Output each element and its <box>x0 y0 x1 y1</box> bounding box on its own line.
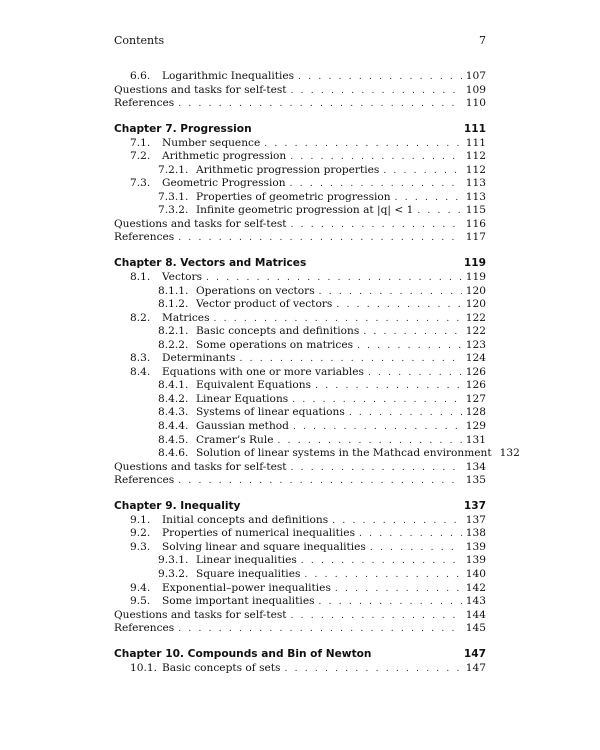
toc-entry-number: 7.1. <box>130 136 151 149</box>
toc-entry-title: Logarithmic Inequalities <box>162 70 295 82</box>
chapter-page-number: 137 <box>463 499 486 512</box>
toc-entry[interactable] <box>114 554 486 568</box>
dot-leader <box>357 340 462 354</box>
dot-leader <box>291 219 462 233</box>
toc-entry-number: 8.4. <box>130 365 151 378</box>
toc-entry-page-number: 139 <box>465 554 486 567</box>
toc-entry-page-number: 138 <box>465 527 486 540</box>
toc-entry-number: 8.4.3. <box>158 406 189 419</box>
dot-leader <box>291 462 462 476</box>
toc-entry-title: Exponential–power inequalities <box>162 581 331 594</box>
toc-entry[interactable] <box>114 379 486 393</box>
toc-entry-page-number: 144 <box>465 608 486 621</box>
chapter-heading[interactable] <box>114 647 486 662</box>
toc-entry-title: Vectors <box>162 271 203 284</box>
toc-entry[interactable] <box>114 70 486 84</box>
toc-entry[interactable] <box>114 97 486 111</box>
toc-entry-number: 9.5. <box>130 595 151 608</box>
chapter-page-number: 111 <box>463 122 486 135</box>
toc-entry[interactable] <box>114 285 486 299</box>
toc-entry-number: 10.1. <box>130 661 157 674</box>
toc-entry-page-number: 145 <box>465 622 486 635</box>
toc-entry[interactable] <box>114 461 486 475</box>
toc-entry[interactable] <box>114 420 486 434</box>
toc-entry-title: Questions and tasks for self-test <box>114 460 287 473</box>
toc-entry-title: Equivalent Equations <box>196 379 312 392</box>
dot-leader <box>349 407 462 421</box>
dot-leader <box>293 421 462 435</box>
toc-entry[interactable] <box>114 325 486 339</box>
toc-entry-page-number: 110 <box>465 97 486 110</box>
toc-entry-title: Some important inequalities <box>162 595 315 608</box>
toc-entry[interactable] <box>114 150 486 164</box>
toc-entry[interactable] <box>114 177 486 191</box>
toc-entry-page-number: 122 <box>465 325 486 338</box>
toc-entry-title: Properties of numerical inequalities <box>162 527 356 540</box>
toc-entry-number: 8.1.2. <box>158 298 189 311</box>
toc-entry-page-number: 131 <box>465 433 486 446</box>
toc-entry-number: 8.2.1. <box>158 325 189 338</box>
toc-entry-title: Basic concepts of sets <box>162 661 281 674</box>
toc-entry-number: 9.4. <box>130 581 151 594</box>
dot-leader <box>319 596 462 610</box>
chapter-page-number: 147 <box>463 647 486 660</box>
toc-entry[interactable] <box>114 622 486 636</box>
toc-entry[interactable] <box>114 662 486 676</box>
toc-entry-page-number: 123 <box>465 338 486 351</box>
toc-entry-page-number: 109 <box>465 83 486 96</box>
toc-entry-page-number: 143 <box>465 595 486 608</box>
dot-leader <box>315 380 462 394</box>
toc-entry-page-number: 122 <box>465 311 486 324</box>
dot-leader <box>363 326 461 340</box>
toc-entry-number: 9.1. <box>130 513 151 526</box>
toc-entry[interactable] <box>114 393 486 407</box>
toc-entry-number: 9.3.2. <box>158 567 189 580</box>
dot-leader <box>319 286 462 300</box>
toc-entry-number: 8.4.5. <box>158 433 189 446</box>
toc-entry-page-number: 112 <box>465 163 486 176</box>
toc-entry-page-number: 119 <box>465 271 486 284</box>
table-of-contents <box>114 70 520 675</box>
toc-entry[interactable] <box>114 312 486 326</box>
toc-entry[interactable] <box>114 582 486 596</box>
running-head <box>114 34 486 48</box>
toc-entry[interactable] <box>114 298 486 312</box>
toc-entry-title: Equations with one or more variables <box>162 365 364 378</box>
dot-leader <box>298 71 462 85</box>
toc-entry[interactable] <box>114 447 520 461</box>
toc-entry-title: Vector product of vectors <box>196 298 333 311</box>
toc-entry-page-number: 132 <box>499 447 520 460</box>
toc-entry[interactable] <box>114 434 486 448</box>
dot-leader <box>264 138 462 152</box>
toc-entry-page-number: 117 <box>465 231 486 244</box>
toc-entry-title: Linear inequalities <box>196 554 297 567</box>
toc-entry-title: Some operations on matrices <box>196 338 354 351</box>
dot-leader <box>292 394 462 408</box>
dot-leader <box>368 367 462 381</box>
toc-entry-number: 8.4.1. <box>158 379 189 392</box>
toc-entry-number: 9.3. <box>130 540 151 553</box>
toc-entry-number: 6.6. <box>130 70 151 82</box>
dot-leader <box>291 85 462 99</box>
toc-entry-number: 8.4.2. <box>158 392 189 405</box>
toc-entry-page-number: 113 <box>465 190 486 203</box>
toc-entry[interactable] <box>114 352 486 366</box>
toc-entry[interactable] <box>114 366 486 380</box>
toc-entry-title: Arithmetic progression <box>162 150 287 163</box>
toc-entry-page-number: 129 <box>465 420 486 433</box>
chapter-title: Chapter 9. Inequality <box>114 499 241 512</box>
toc-entry[interactable] <box>114 568 486 582</box>
toc-entry-number: 8.4.4. <box>158 420 189 433</box>
toc-entry[interactable] <box>114 609 486 623</box>
toc-entry-title: Determinants <box>162 352 236 365</box>
toc-entry[interactable] <box>114 595 486 609</box>
toc-entry-page-number: 126 <box>465 379 486 392</box>
dot-leader <box>284 663 461 677</box>
toc-entry-title: References <box>114 474 175 487</box>
toc-entry[interactable] <box>114 271 486 285</box>
toc-entry-page-number: 120 <box>465 284 486 297</box>
toc-entry-number: 8.1.1. <box>158 284 189 297</box>
chapter-title: Chapter 10. Compounds and Bin of Newton <box>114 647 372 660</box>
toc-entry[interactable] <box>114 339 486 353</box>
toc-entry-title: Linear Equations <box>196 392 289 405</box>
toc-entry-number: 8.3. <box>130 352 151 365</box>
chapter-heading[interactable] <box>114 122 486 137</box>
running-head-title: Contents <box>114 34 165 47</box>
dot-leader <box>290 178 462 192</box>
toc-entry-title: Gaussian method <box>196 420 289 433</box>
toc-entry-page-number: 134 <box>465 460 486 473</box>
dot-leader <box>304 569 461 583</box>
toc-entry-title: Basic concepts and definitions <box>196 325 360 338</box>
toc-entry-number: 7.3. <box>130 177 151 190</box>
toc-entry[interactable] <box>114 527 486 541</box>
toc-entry-title: Infinite geometric progression at |q| < 1 <box>196 204 414 217</box>
chapter-title: Chapter 7. Progression <box>114 122 252 135</box>
toc-entry[interactable] <box>114 137 486 151</box>
toc-entry-title: Initial concepts and definitions <box>162 513 329 526</box>
toc-entry-number: 7.3.2. <box>158 204 189 217</box>
toc-entry[interactable] <box>114 191 486 205</box>
toc-entry-title: References <box>114 231 175 244</box>
toc-entry-page-number: 135 <box>465 474 486 487</box>
dot-leader <box>332 515 462 529</box>
toc-entry-page-number: 115 <box>465 204 486 217</box>
toc-entry-page-number: 116 <box>465 217 486 230</box>
chapter-spacer <box>114 245 486 256</box>
toc-entry-title: Geometric Progression <box>162 177 286 190</box>
toc-entry-title: Questions and tasks for self-test <box>114 608 287 621</box>
dot-leader <box>395 192 462 206</box>
toc-entry-number: 8.1. <box>130 271 151 284</box>
toc-entry-title: Solution of linear systems in the Mathcad environment <box>196 447 492 460</box>
toc-entry-number: 8.4.6. <box>158 447 189 460</box>
dot-leader <box>214 313 462 327</box>
toc-entry-title: Questions and tasks for self-test <box>114 83 287 96</box>
toc-entry-page-number: 127 <box>465 392 486 405</box>
dot-leader <box>290 151 462 165</box>
dot-leader <box>178 98 462 112</box>
toc-entry-title: Solving linear and square inequalities <box>162 540 366 553</box>
toc-entry[interactable] <box>114 231 486 245</box>
dot-leader <box>239 353 461 367</box>
toc-entry-number: 8.2.2. <box>158 338 189 351</box>
toc-entry-number: 7.2.1. <box>158 163 189 176</box>
toc-entry[interactable] <box>114 218 486 232</box>
chapter-heading[interactable] <box>114 256 486 271</box>
toc-entry-page-number: 120 <box>465 298 486 311</box>
toc-entry-page-number: 137 <box>465 513 486 526</box>
toc-entry-title: Cramer’s Rule <box>196 433 274 446</box>
toc-entry-page-number: 128 <box>465 406 486 419</box>
toc-entry[interactable] <box>114 406 486 420</box>
toc-entry[interactable] <box>114 514 486 528</box>
running-head-page-number: 7 <box>479 34 486 47</box>
toc-entry-page-number: 124 <box>465 352 486 365</box>
toc-entry-title: Operations on vectors <box>196 284 315 297</box>
toc-entry[interactable] <box>114 84 486 98</box>
dot-leader <box>336 299 461 313</box>
toc-entry-page-number: 107 <box>465 70 486 82</box>
chapter-title: Chapter 8. Vectors and Matrices <box>114 257 307 270</box>
toc-entry-page-number: 111 <box>465 136 486 149</box>
dot-leader <box>417 205 461 219</box>
chapter-spacer <box>114 111 486 122</box>
toc-entry-title: Square inequalities <box>196 567 301 580</box>
toc-entry-page-number: 140 <box>465 567 486 580</box>
toc-entry-number: 7.2. <box>130 150 151 163</box>
toc-entry-page-number: 126 <box>465 365 486 378</box>
dot-leader <box>178 475 462 489</box>
toc-entry[interactable] <box>114 164 486 178</box>
toc-entry-page-number: 112 <box>465 150 486 163</box>
toc-entry-title: References <box>114 622 175 635</box>
toc-entry-title: Number sequence <box>162 136 261 149</box>
toc-entry[interactable] <box>114 541 486 555</box>
dot-leader <box>178 623 462 637</box>
toc-entry-title: Matrices <box>162 311 210 324</box>
chapter-spacer <box>114 636 486 647</box>
dot-leader <box>278 435 462 449</box>
toc-entry-title: Systems of linear equations <box>196 406 345 419</box>
dot-leader <box>383 165 461 179</box>
chapter-page-number: 119 <box>463 257 486 270</box>
toc-entry-page-number: 139 <box>465 540 486 553</box>
dot-leader <box>359 528 462 542</box>
toc-entry[interactable] <box>114 204 486 218</box>
chapter-spacer <box>114 488 486 499</box>
dot-leader <box>206 272 462 286</box>
dot-leader <box>335 583 462 597</box>
toc-entry[interactable] <box>114 474 486 488</box>
dot-leader <box>370 542 462 556</box>
toc-entry-page-number: 142 <box>465 581 486 594</box>
toc-entry-number: 8.2. <box>130 311 151 324</box>
toc-entry-page-number: 147 <box>465 661 486 674</box>
toc-entry-title: Arithmetic progression properties <box>196 163 380 176</box>
toc-entry-title: Properties of geometric progression <box>196 190 391 203</box>
dot-leader <box>301 555 462 569</box>
toc-entry-number: 9.3.1. <box>158 554 189 567</box>
toc-entry-number: 9.2. <box>130 527 151 540</box>
toc-entry-page-number: 113 <box>465 177 486 190</box>
toc-entry-title: Questions and tasks for self-test <box>114 217 287 230</box>
toc-entry-number: 7.3.1. <box>158 190 189 203</box>
toc-entry-title: References <box>114 97 175 110</box>
dot-leader <box>291 610 462 624</box>
dot-leader <box>178 232 462 246</box>
chapter-heading[interactable] <box>114 499 486 514</box>
